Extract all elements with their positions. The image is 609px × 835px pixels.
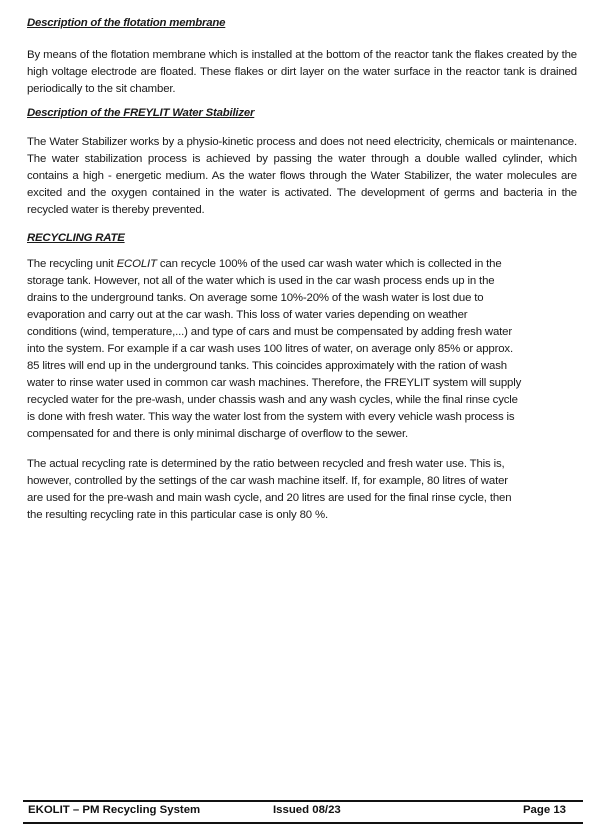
- text-line: water to rinse water used in common car wash machines. Therefore, the FREYLIT system will supply: [27, 377, 522, 389]
- paragraph-actual-recycling-rate: [27, 456, 577, 524]
- text-line: The actual recycling rate is determined by the ratio between recycled and fresh water use. This is,: [27, 458, 505, 470]
- ecolit-emphasis: ECOLIT: [116, 258, 157, 270]
- paragraph-flotation: By means of the flotation membrane which is installed at the bottom of the reactor tank the flakes created by the high voltage electrode are floated. These flakes or dirt layer on the water surface in the reactor tank is drained periodically to the sit chamber.: [27, 49, 577, 95]
- text-line: into the system. For example if a car wash uses 100 litres of water, on average only 85% or approx.: [27, 343, 513, 355]
- text-line: conditions (wind, temperature,...) and type of cars and must be compensated by adding fresh water: [27, 326, 513, 338]
- text-line: storage tank. However, not all of the water which is used in the car wash process ends up in the: [27, 275, 495, 287]
- text-line: the resulting recycling rate in this particular case is only 80 %.: [27, 509, 328, 521]
- section-heading-flotation: Description of the flotation membrane: [27, 17, 226, 29]
- section-heading-recycling-rate: RECYCLING RATE: [27, 232, 125, 244]
- text-line: compensated for and there is only minimal discharge of overflow to the sewer.: [27, 428, 408, 440]
- footer-issue-date: Issued 08/23: [273, 804, 341, 816]
- text-line: recycled water for the pre-wash, under chassis wash and any wash cycles, while the final rinse cycle: [27, 394, 518, 406]
- text-line: is done with fresh water. This way the water lost from the system with every vehicle wash process is: [27, 411, 515, 423]
- section-heading-stabilizer: Description of the FREYLIT Water Stabilizer: [27, 107, 255, 119]
- text-line: 85 litres will end up in the underground tanks. This coincides approximately with the ration of wash: [27, 360, 507, 372]
- text-line: however, controlled by the settings of the car wash machine itself. If, for example, 80 litres of water: [27, 475, 508, 487]
- text-line: evaporation and carry out at the car wash. This loss of water varies depending on weather: [27, 309, 468, 321]
- page-footer: [23, 800, 583, 824]
- text-line: The recycling unit ECOLIT can recycle 100% of the used car wash water which is collected in the: [27, 258, 502, 270]
- text-line: are used for the pre-wash and main wash cycle, and 20 litres are used for the final rinse cycle, then: [27, 492, 512, 504]
- footer-page-number: Page 13: [522, 804, 566, 816]
- paragraph-stabilizer: The Water Stabilizer works by a physio-kinetic process and does not need electricity, chemicals or maintenance. The water stabilization process is achieved by passing the water through a double walled cylinder, which contains a high - energetic medium. As the water flows through the Water Stabilizer, the water molecules are excited and the oxygen contained in the water is activated. The development of germs and bacteria in the recycled water is thereby prevented.: [27, 136, 577, 216]
- paragraph-recycling-rate: [27, 256, 577, 443]
- text-line: drains to the underground tanks. On average some 10%-20% of the wash water is lost due to: [27, 292, 484, 304]
- footer-document-title: EKOLIT – PM Recycling System: [28, 804, 201, 816]
